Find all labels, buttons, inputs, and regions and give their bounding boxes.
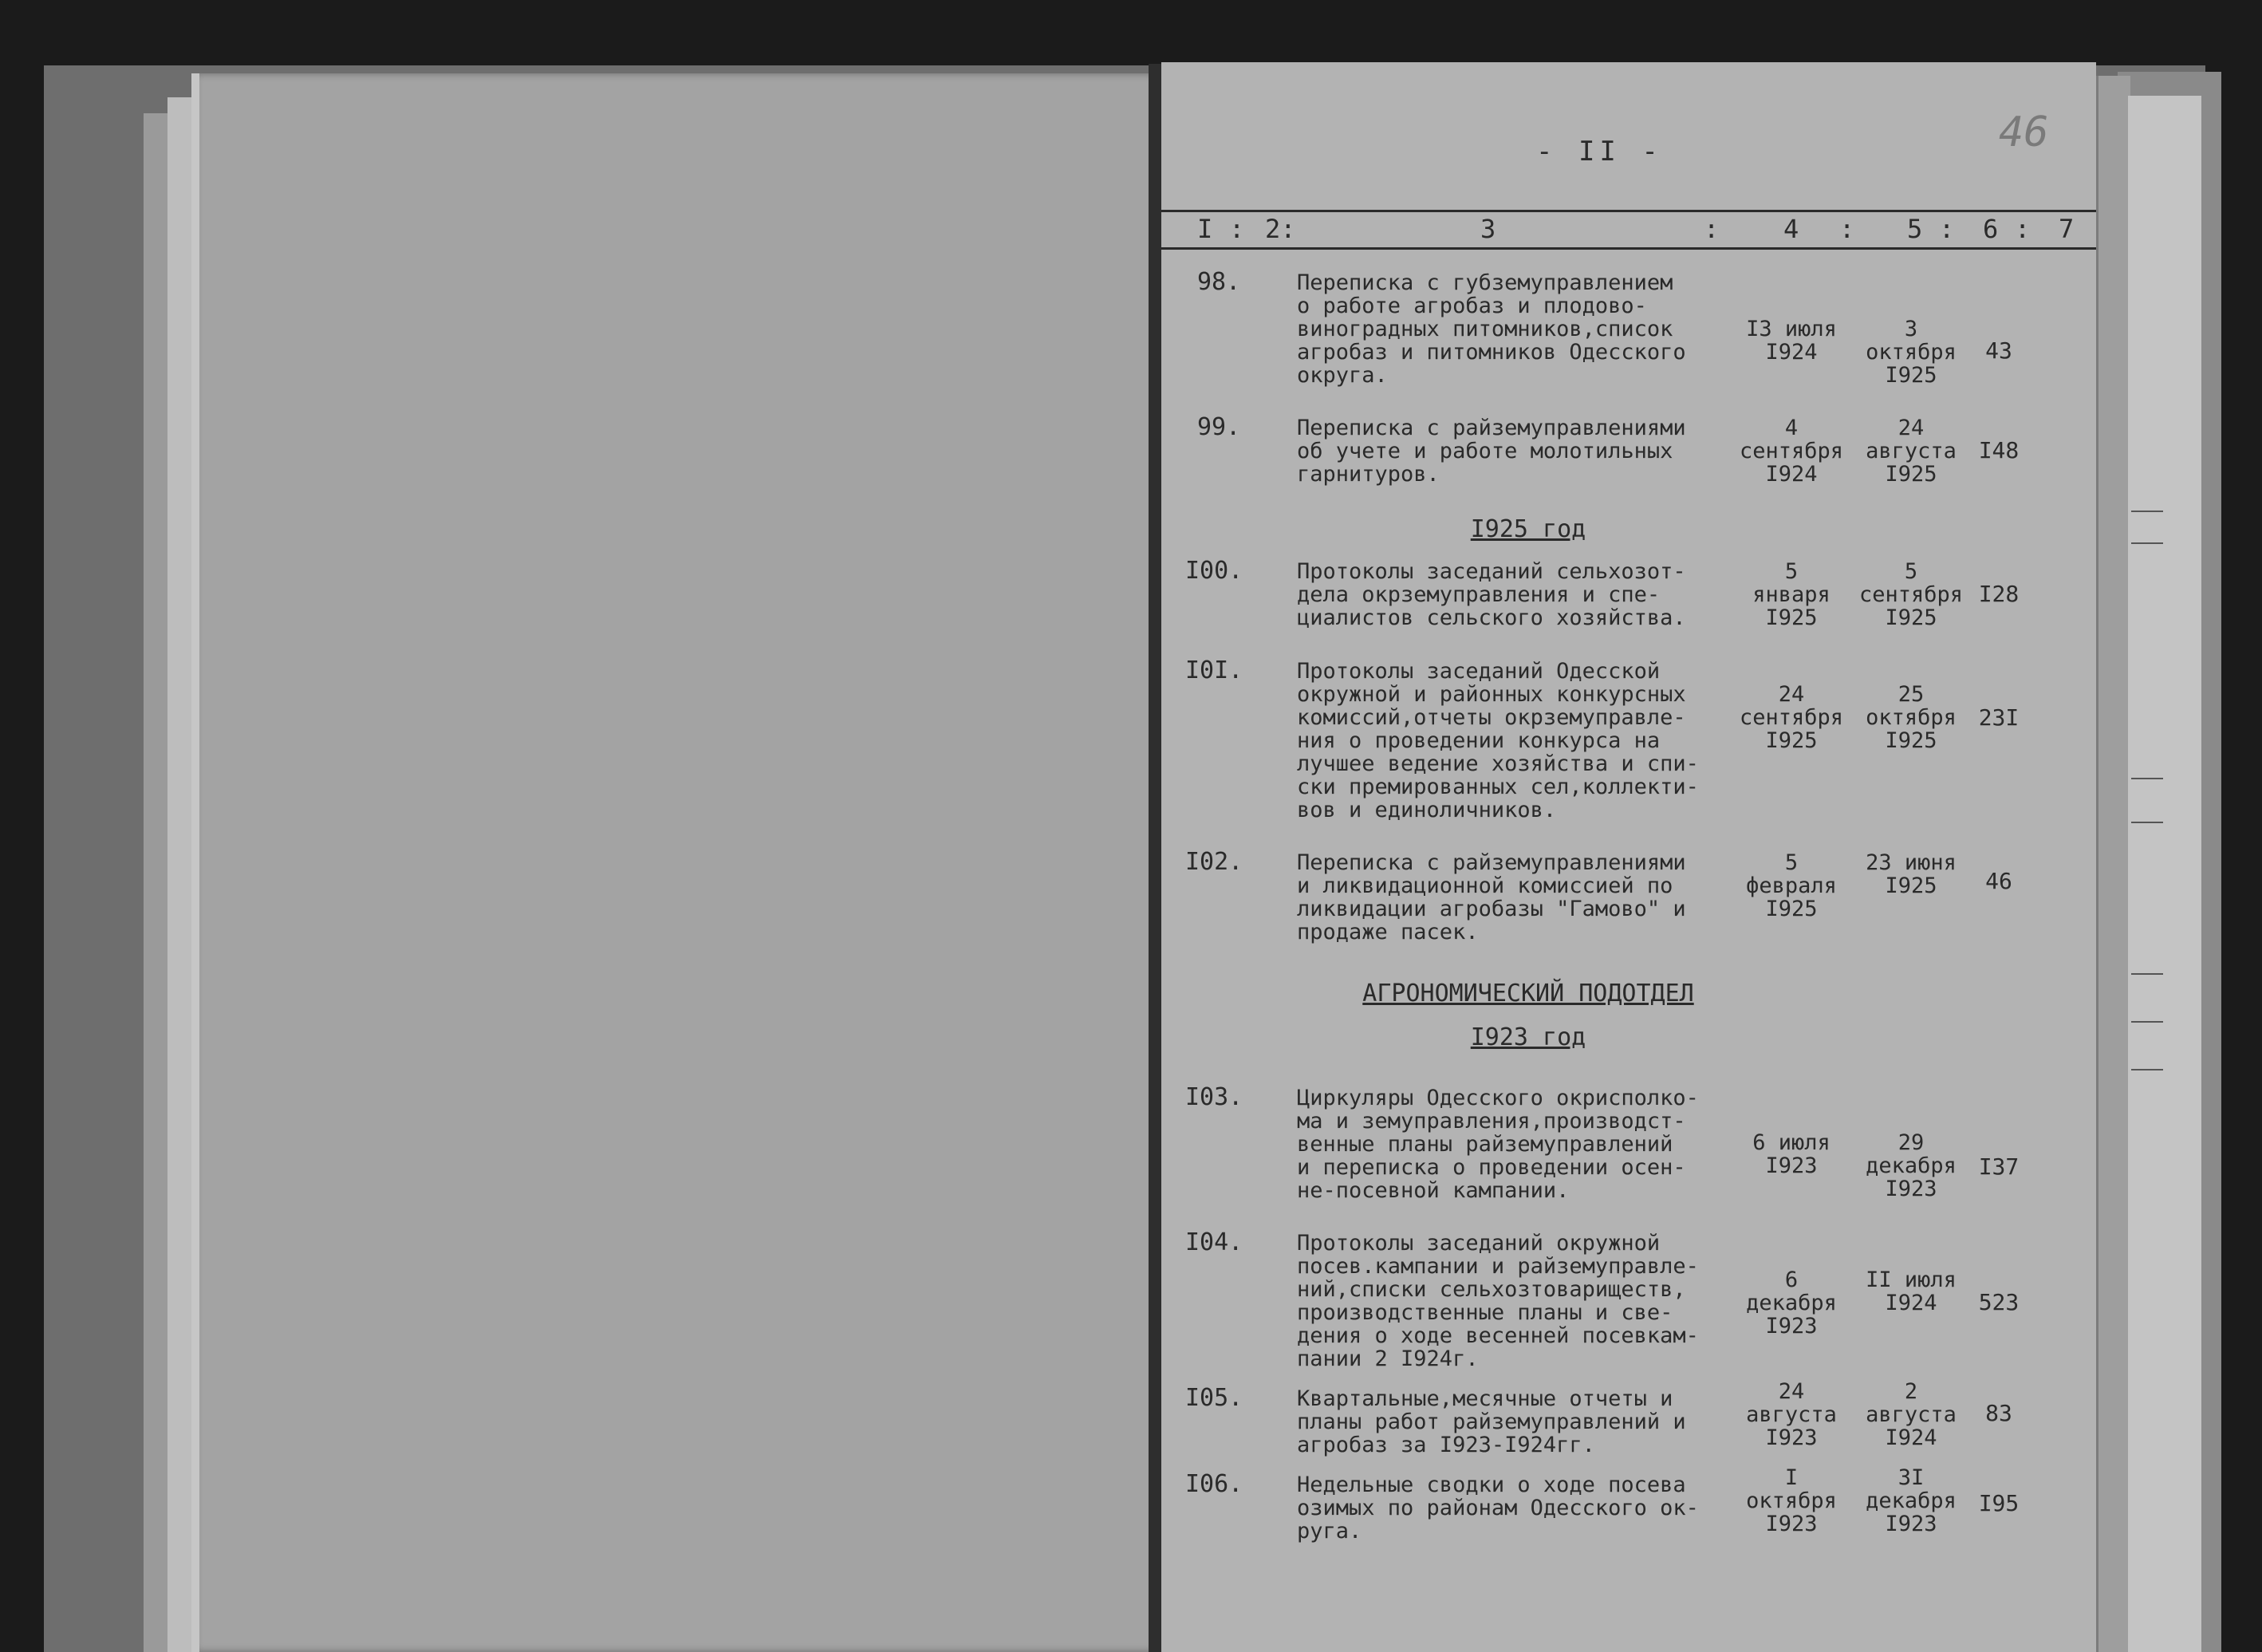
col-header: : xyxy=(1704,214,1720,244)
entry-end-date: II июля I924 xyxy=(1866,1268,1957,1315)
entry-number: I04. xyxy=(1185,1228,1243,1256)
entry-sheet-count: I95 xyxy=(1978,1490,2020,1516)
entry-end-date: 23 июня I925 xyxy=(1866,850,1957,898)
entry-number: I05. xyxy=(1185,1384,1243,1412)
entry-title: Переписка с райземуправлениями об учете и работе молотильных гарнитуров. xyxy=(1297,416,1686,487)
entry-title: Циркуляры Одесского окрисполко- ма и земуправления,производст- венные планы райземуправлений и переписка о проведении осен- не-посевной кампании. xyxy=(1297,1086,1699,1203)
entry-number: I00. xyxy=(1185,557,1243,585)
right-page-edge xyxy=(2096,76,2130,1652)
entry-number: I06. xyxy=(1185,1470,1243,1498)
entry-sheet-count: 523 xyxy=(1978,1289,2020,1315)
entry-title: Переписка с губземуправлением о работе агробаз и плодово- виноградных питомников,список агробаз и питомников Одесского округа. xyxy=(1297,270,1686,388)
col-header: : xyxy=(2015,214,2031,244)
section-agronomy-dept: АГРОНОМИЧЕСКИЙ ПОДОТДЕЛ xyxy=(1362,980,1694,1007)
edge-tick xyxy=(2131,542,2163,544)
entry-start-date: 6 декабря I923 xyxy=(1746,1268,1837,1339)
entry-sheet-count: 83 xyxy=(1985,1400,2012,1426)
entry-start-date: I октября I923 xyxy=(1746,1465,1837,1536)
left-page-edge xyxy=(167,97,191,1652)
col-header: : xyxy=(1839,214,1855,244)
entry-title: Протоколы заседаний сельхозот- дела окрземуправления и спе- циалистов сельского хозяйства. xyxy=(1297,559,1686,630)
entry-end-date: 3I декабря I923 xyxy=(1866,1465,1957,1536)
entry-number: 98. xyxy=(1197,268,1241,296)
entry-end-date: 2 августа I924 xyxy=(1866,1379,1957,1450)
document-page xyxy=(1161,62,2096,1652)
section-year-1923: I923 год xyxy=(1470,1023,1586,1051)
entry-start-date: 24 сентября I925 xyxy=(1740,682,1844,753)
entry-title: Переписка с райземуправлениями и ликвидационной комиссией по ликвидации агробазы "Гамово" и продаже пасек. xyxy=(1297,850,1686,944)
entry-sheet-count: 46 xyxy=(1985,868,2012,894)
entry-sheet-count: I28 xyxy=(1978,581,2020,607)
entry-number: 99. xyxy=(1197,413,1241,441)
entry-start-date: 5 января I925 xyxy=(1752,559,1830,630)
header-rule-bottom xyxy=(1161,247,2096,250)
entry-title: Недельные сводки о ходе посева озимых по районам Одесского ок- руга. xyxy=(1297,1473,1699,1544)
entry-title: Протоколы заседаний окружной посев.кампании и райземуправле- ний,списки сельхозтовариществ, производственные планы и све- дения о ходе весенней посевкам- пании 2 I924г. xyxy=(1297,1231,1699,1371)
edge-tick xyxy=(2131,822,2163,823)
edge-tick xyxy=(2131,511,2163,512)
col-header: 7 xyxy=(2059,214,2075,244)
entry-end-date: 29 декабря I923 xyxy=(1866,1130,1957,1201)
entry-end-date: 3 октября I925 xyxy=(1866,317,1957,388)
col-header: 4 xyxy=(1783,214,1799,244)
col-header: 3 xyxy=(1480,214,1496,244)
entry-number: I0I. xyxy=(1185,656,1243,684)
entry-title: Протоколы заседаний Одесской окружной и районных конкурсных комиссий,отчеты окрземуправле- ния о проведении конкурса на лучшее ведение хозяйства и спи- ски премированных сел,коллекти- вов и единоличников. xyxy=(1297,659,1699,822)
entry-sheet-count: 43 xyxy=(1985,337,2012,364)
col-header: 5 xyxy=(1907,214,1923,244)
edge-tick xyxy=(2131,1021,2163,1023)
entry-title: Квартальные,месячные отчеты и планы работ райземуправлений и агробаз за I923-I924гг. xyxy=(1297,1386,1686,1457)
entry-end-date: 5 сентября I925 xyxy=(1859,559,1964,630)
archive-page-mark: 46 xyxy=(1999,108,2049,156)
col-header: 2: xyxy=(1265,214,1296,244)
col-header: : xyxy=(1939,214,1955,244)
entry-sheet-count: 23I xyxy=(1978,704,2020,731)
entry-start-date: 4 сентября I924 xyxy=(1740,416,1844,487)
header-rule-top xyxy=(1161,210,2096,212)
left-page-blank xyxy=(191,73,1161,1652)
entry-number: I02. xyxy=(1185,848,1243,876)
binder-tab-strip xyxy=(2128,96,2201,1652)
col-header: 6 xyxy=(1983,214,1999,244)
entry-start-date: 24 августа I923 xyxy=(1746,1379,1837,1450)
entry-end-date: 24 августа I925 xyxy=(1866,416,1957,487)
entry-end-date: 25 октября I925 xyxy=(1866,682,1957,753)
entry-sheet-count: I37 xyxy=(1978,1153,2020,1180)
section-year-1925: I925 год xyxy=(1470,515,1586,543)
entry-start-date: I3 июля I924 xyxy=(1746,317,1837,365)
left-page-edge xyxy=(144,113,167,1652)
edge-tick xyxy=(2131,1069,2163,1070)
entry-sheet-count: I48 xyxy=(1978,437,2020,463)
page-number: - II - xyxy=(1536,136,1663,168)
entry-number: I03. xyxy=(1185,1083,1243,1111)
edge-tick xyxy=(2131,778,2163,779)
edge-tick xyxy=(2131,973,2163,975)
col-header: I xyxy=(1197,214,1213,244)
col-header: : xyxy=(1229,214,1245,244)
entry-start-date: 5 февраля I925 xyxy=(1746,850,1837,921)
entry-start-date: 6 июля I923 xyxy=(1752,1130,1830,1178)
